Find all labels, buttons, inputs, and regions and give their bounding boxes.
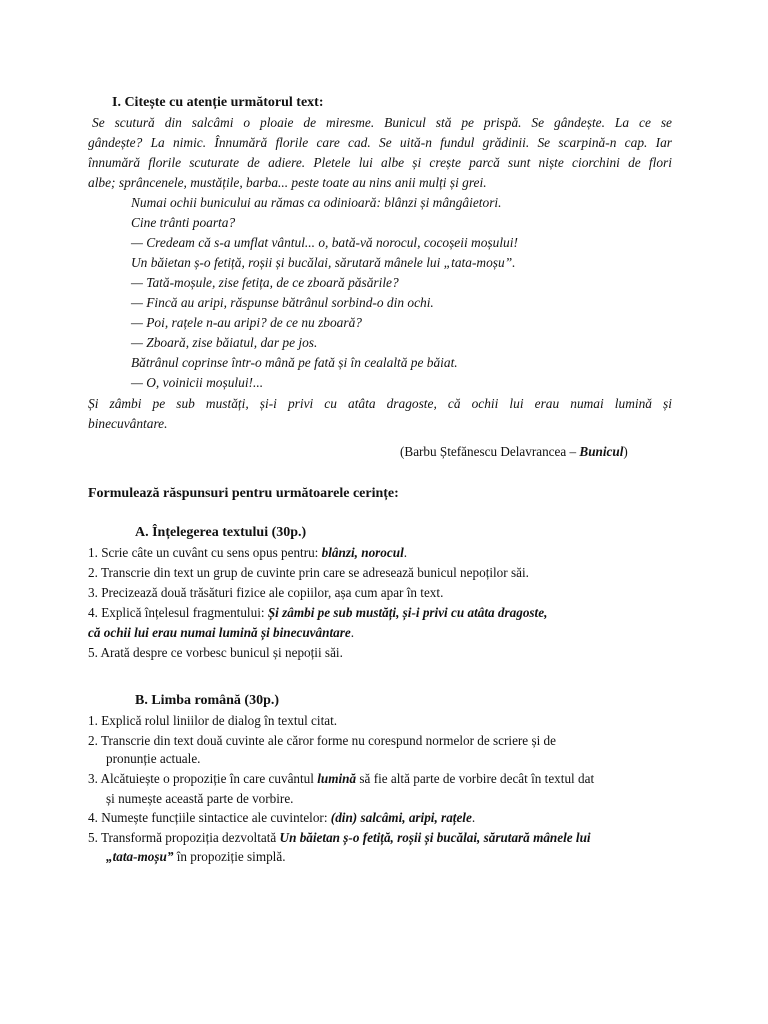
words-list: (din) salcâmi, aripi, rațele [330, 810, 472, 825]
section-a-question-1: 1. Scrie câte un cuvânt cu sens opus pentru: blânzi, norocul. [88, 545, 408, 560]
opposite-words: blânzi, norocul [321, 545, 404, 560]
section-a-heading: A. Înțelegerea textului (30p.) [135, 525, 307, 540]
section-b-question-4: 4. Numește funcțiile sintactice ale cuvintelor: (din) salcâmi, aripi, rațele. [88, 810, 476, 825]
section-a-question-5: 5. Arată despre ce vorbesc bunicul și nepoții săi. [88, 645, 343, 660]
passage-line-3: înnumără florile scuturate de adiere. Pletele lui albe și crește parcă sunt niște ciorchini de flori [88, 155, 672, 170]
section-a-question-4-cont: că ochii lui erau numai lumină și binecuvântare. [88, 625, 354, 640]
section-b-question-3: 3. Alcătuiește o propoziție în care cuvântul lumină să fie altă parte de vorbire decât în textul dat [88, 771, 595, 786]
sentence-to-transform: Un băietan ș-o fetiță, roșii și bucălai, sărutară mânele lui [279, 830, 591, 845]
passage-line-5: Numai ochii bunicului au rămas ca odinioară: blânzi și mângâietori. [131, 195, 502, 210]
passage-line-2: gândește? La nimic. Înnumără florile care cad. Se uită-n fundul grădinii. Se scarpină-n cap. Iar [88, 135, 672, 150]
source-citation [400, 442, 628, 462]
passage-line-8: Un băietan ș-o fetiță, roșii și bucălai, sărutară mânele lui „tata-moșu”. [131, 255, 516, 270]
source-suffix: ) [623, 444, 628, 459]
passage-line-14: — O, voinicii moșului!... [131, 375, 264, 390]
passage-line-6: Cine trânti poarta? [131, 215, 236, 230]
passage-line-7: — Credeam că s-a umflat vântul... o, bată-vă norocul, cocoșeii moșului! [131, 235, 518, 250]
section-b-question-5-cont: „tata-moșu” în propoziție simplă. [106, 849, 286, 864]
section-b-question-2: 2. Transcrie din text două cuvinte ale căror forme nu corespund normelor de scriere și de [88, 733, 557, 748]
section-a-question-4: 4. Explică înțelesul fragmentului: Și zâmbi pe sub mustăți, și-i privi cu atâta dragoste, [88, 605, 548, 620]
section-1-heading: I. Citește cu atenție următorul text: [112, 95, 324, 110]
instructions-heading: Formulează răspunsuri pentru următoarele cerințe: [88, 486, 399, 501]
section-a-question-3: 3. Precizează două trăsături fizice ale copiilor, așa cum apar în text. [88, 585, 444, 600]
source-prefix: (Barbu Ștefănescu Delavrancea – [400, 444, 580, 459]
section-b-question-5: 5. Transformă propoziția dezvoltată Un băietan ș-o fetiță, roșii și bucălai, sărutară mânele lui [88, 830, 591, 845]
quoted-fragment: Și zâmbi pe sub mustăți, și-i privi cu atâta dragoste, [267, 605, 548, 620]
section-b-heading: B. Limba română (30p.) [135, 693, 280, 708]
passage-line-9: — Tată-moșule, zise fetița, de ce zboară păsările? [131, 275, 399, 290]
passage-line-10: — Fincă au aripi, răspunse bătrânul sorbind-o din ochi. [131, 295, 434, 310]
word-lumina: lumină [317, 771, 357, 786]
passage-line-11: — Poi, rațele n-au aripi? de ce nu zboară? [131, 315, 362, 330]
source-title: Bunicul [579, 444, 624, 459]
section-a-question-2: 2. Transcrie din text un grup de cuvinte prin care se adresează bunicul nepoților săi. [88, 565, 529, 580]
passage-line-16: binecuvântare. [88, 416, 168, 431]
section-b-question-3-cont: și numește această parte de vorbire. [106, 791, 294, 806]
passage-line-1: Se scutură din salcâmi o ploaie de miresme. Bunicul stă pe prispă. Se gândește. La ce se [92, 115, 672, 130]
section-b-question-1: 1. Explică rolul liniilor de dialog în textul citat. [88, 713, 338, 728]
passage-line-12: — Zboară, zise băiatul, dar pe jos. [131, 335, 318, 350]
passage-line-4: albe; sprâncenele, mustățile, barba... peste toate au nins anii mulți și grei. [88, 175, 487, 190]
passage-line-13: Bătrânul coprinse într-o mână pe fată și în cealaltă pe băiat. [131, 355, 458, 370]
section-b-question-2-cont: pronunție actuale. [106, 751, 201, 766]
passage-line-15: Și zâmbi pe sub mustăți, și-i privi cu atâta dragoste, că ochii lui erau numai lumină și [88, 396, 672, 411]
